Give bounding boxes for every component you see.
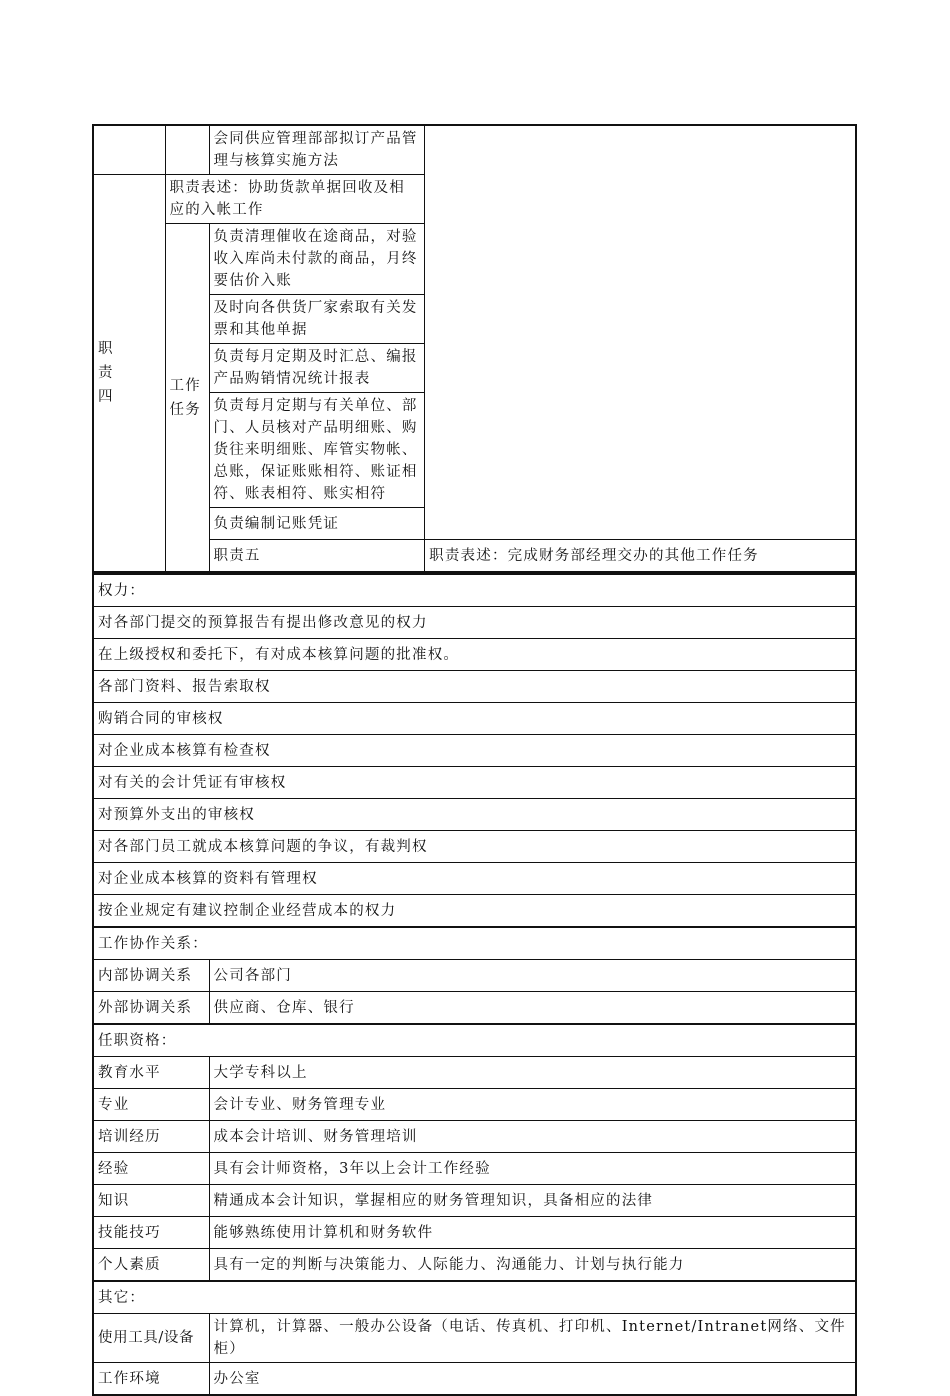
authority-item: 对各部门员工就成本核算问题的争议，有裁判权 (93, 831, 856, 863)
details-table (92, 573, 857, 1396)
relations-row (93, 992, 856, 1025)
job-description-sheet (92, 124, 857, 1396)
other-title-row (93, 1281, 856, 1314)
duties-table (92, 124, 857, 573)
qualification-row (93, 1217, 856, 1249)
qualification-value: 成本会计培训、财务管理培训 (209, 1121, 856, 1153)
other-value: 办公室 (209, 1363, 856, 1396)
duty4-tasks-label: 工作 任务 (165, 224, 209, 573)
relations-value: 公司各部门 (209, 960, 856, 992)
other-label: 使用工具/设备 (93, 1314, 209, 1363)
authority-title: 权力： (93, 574, 856, 607)
qualification-row (93, 1089, 856, 1121)
qualification-label: 培训经历 (93, 1121, 209, 1153)
authority-item: 对企业成本核算有检查权 (93, 735, 856, 767)
authority-row (93, 703, 856, 735)
authority-item: 对各部门提交的预算报告有提出修改意见的权力 (93, 607, 856, 639)
duty5-statement: 职责表述：完成财务部经理交办的其他工作任务 (425, 540, 856, 573)
qualification-value: 精通成本会计知识，掌握相应的财务管理知识，具备相应的法律 (209, 1185, 856, 1217)
other-row (93, 1363, 856, 1396)
authority-row (93, 607, 856, 639)
authority-item: 对企业成本核算的资料有管理权 (93, 863, 856, 895)
qualification-value: 会计专业、财务管理专业 (209, 1089, 856, 1121)
authority-row (93, 863, 856, 895)
duty-task: 会同供应管理部部拟订产品管理与核算实施方法 (209, 125, 425, 175)
authority-row (93, 639, 856, 671)
duty4-statement-row (93, 175, 856, 224)
authority-item: 对有关的会计凭证有审核权 (93, 767, 856, 799)
duty-continued-row (93, 125, 856, 175)
empty-cell (165, 125, 209, 175)
authority-row (93, 671, 856, 703)
authority-item: 购销合同的审核权 (93, 703, 856, 735)
qualifications-title-row (93, 1024, 856, 1057)
qualification-row (93, 1121, 856, 1153)
qualification-value: 具有一定的判断与决策能力、人际能力、沟通能力、计划与执行能力 (209, 1249, 856, 1282)
authority-row (93, 735, 856, 767)
qualification-row (93, 1057, 856, 1089)
other-value: 计算机，计算器、一般办公设备（电话、传真机、打印机、Internet/Intranet网络、文件柜） (209, 1314, 856, 1363)
authority-row (93, 831, 856, 863)
qualification-label: 教育水平 (93, 1057, 209, 1089)
relations-label: 外部协调关系 (93, 992, 209, 1025)
duty4-task: 负责每月定期与有关单位、部门、人员核对产品明细账、购货往来明细账、库管实物帐、总账，保证账账相符、账证相符、账表相符、账实相符 (209, 393, 425, 508)
other-title: 其它： (93, 1281, 856, 1314)
other-label: 工作环境 (93, 1363, 209, 1396)
duty4-task: 及时向各供货厂家索取有关发票和其他单据 (209, 295, 425, 344)
relations-label: 内部协调关系 (93, 960, 209, 992)
relations-title: 工作协作关系： (93, 927, 856, 960)
authority-row (93, 767, 856, 799)
duty4-task: 负责编制记账凭证 (209, 508, 425, 540)
authority-title-row (93, 574, 856, 607)
relations-title-row (93, 927, 856, 960)
other-row (93, 1314, 856, 1363)
qualification-label: 经验 (93, 1153, 209, 1185)
qualification-row (93, 1249, 856, 1282)
qualifications-title: 任职资格： (93, 1024, 856, 1057)
qualification-value: 能够熟练使用计算机和财务软件 (209, 1217, 856, 1249)
duty4-task: 负责每月定期及时汇总、编报产品购销情况统计报表 (209, 344, 425, 393)
authority-item: 按企业规定有建议控制企业经营成本的权力 (93, 895, 856, 928)
qualification-label: 个人素质 (93, 1249, 209, 1282)
duty5-label: 职责五 (209, 540, 425, 573)
authority-item: 各部门资料、报告索取权 (93, 671, 856, 703)
empty-cell (93, 125, 165, 175)
relations-row (93, 960, 856, 992)
qualification-label: 技能技巧 (93, 1217, 209, 1249)
authority-item: 在上级授权和委托下，有对成本核算问题的批准权。 (93, 639, 856, 671)
qualification-value: 具有会计师资格，3年以上会计工作经验 (209, 1153, 856, 1185)
duty4-task-row (93, 224, 856, 295)
qualification-row (93, 1185, 856, 1217)
duty4-task: 负责清理催收在途商品，对验收入库尚未付款的商品，月终要估价入账 (209, 224, 425, 295)
duty4-statement: 职责表述：协助货款单据回收及相应的入帐工作 (165, 175, 425, 224)
duty4-label: 职 责 四 (93, 175, 165, 573)
authority-row (93, 799, 856, 831)
qualification-label: 知识 (93, 1185, 209, 1217)
authority-item: 对预算外支出的审核权 (93, 799, 856, 831)
relations-value: 供应商、仓库、银行 (209, 992, 856, 1025)
qualification-row (93, 1153, 856, 1185)
qualification-value: 大学专科以上 (209, 1057, 856, 1089)
qualification-label: 专业 (93, 1089, 209, 1121)
authority-row (93, 895, 856, 928)
